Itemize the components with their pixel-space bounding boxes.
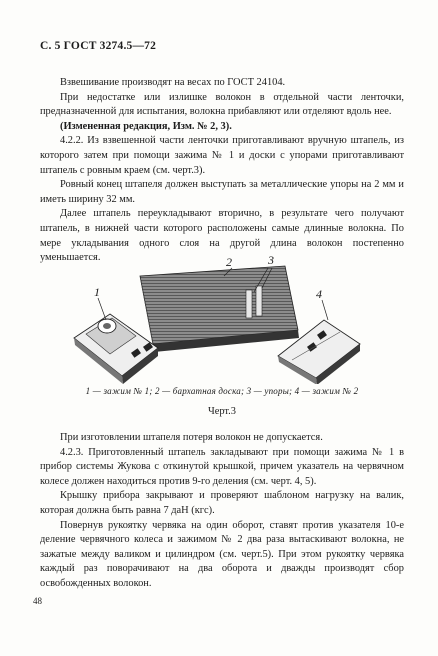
paragraph: 4.2.2. Из взвешенной части ленточки приготавливают вручную штапель, из которого затем при помощи зажима № 1 и доски с упорами приготавливают штапель с ровным краем (см. черт.3). <box>40 135 404 176</box>
amendment-note: (Измененная редакция, Изм. № 2, 3). <box>60 120 232 132</box>
paragraph: Ровный конец штапеля должен выступать за металлические упоры на 2 мм и иметь ширину 32 мм. <box>40 179 404 205</box>
velvet-board <box>140 266 299 352</box>
drawing-svg <box>40 252 404 384</box>
clamp-1 <box>74 314 158 384</box>
figure-caption: 1 — зажим № 1; 2 — бархатная доска; 3 — упоры; 4 — зажим № 2 <box>85 386 359 396</box>
label-2: 2 <box>226 255 232 269</box>
label-4: 4 <box>316 287 322 301</box>
text-block-bottom <box>40 431 404 592</box>
text-block-top <box>40 76 404 266</box>
figure-title: Черт.3 <box>208 406 236 417</box>
paragraph: Крышку прибора закрывают и проверяют шаблоном нагрузку на валик, которая должна быть равна 7 даН (кгс). <box>40 490 404 516</box>
page-header: С. 5 ГОСТ 3274.5—72 <box>40 40 157 52</box>
paragraph: При изготовлении штапеля потеря волокон не допускается. <box>60 432 323 443</box>
paragraph: При недостатке или излишке волокон в отдельной части ленточки, предназначенной для испытания, волокна прибавляют или отделяют вдоль нее. <box>40 91 404 118</box>
label-3: 3 <box>268 253 274 267</box>
label-1: 1 <box>94 285 100 299</box>
paragraph: 4.2.3. Приготовленный штапель закладывают при помощи зажима № 1 в прибор системы Жукова с откинутой крышкой, причем указатель на червячном колесе должен находиться против 9-го деления (см. черт. 4, 5). <box>40 446 404 487</box>
paragraph: Взвешивание производят на весах по ГОСТ 24104. <box>60 77 286 88</box>
paragraph: Повернув рукоятку червяка на один оборот, ставят против указателя 10-е деление червячного колеса и зажимом № 2 два раза вытаскивают волокна, не зажатые между валиком и цилиндром (см. черт.5). При этом рукоятку червяка каждый раз поворачивают на два оборота и дважды производят сбор освобожденных волокон. <box>40 519 404 589</box>
paragraph: Далее штапель переукладывают вторично, в результате чего получают штапель, в нижней части которого расположены самые длинные волокна. По мере укладывания одного слоя на другой длина волокон постепенно уменьшается. <box>40 208 404 264</box>
page-number: 48 <box>33 596 42 606</box>
figure-drawing <box>40 252 404 384</box>
